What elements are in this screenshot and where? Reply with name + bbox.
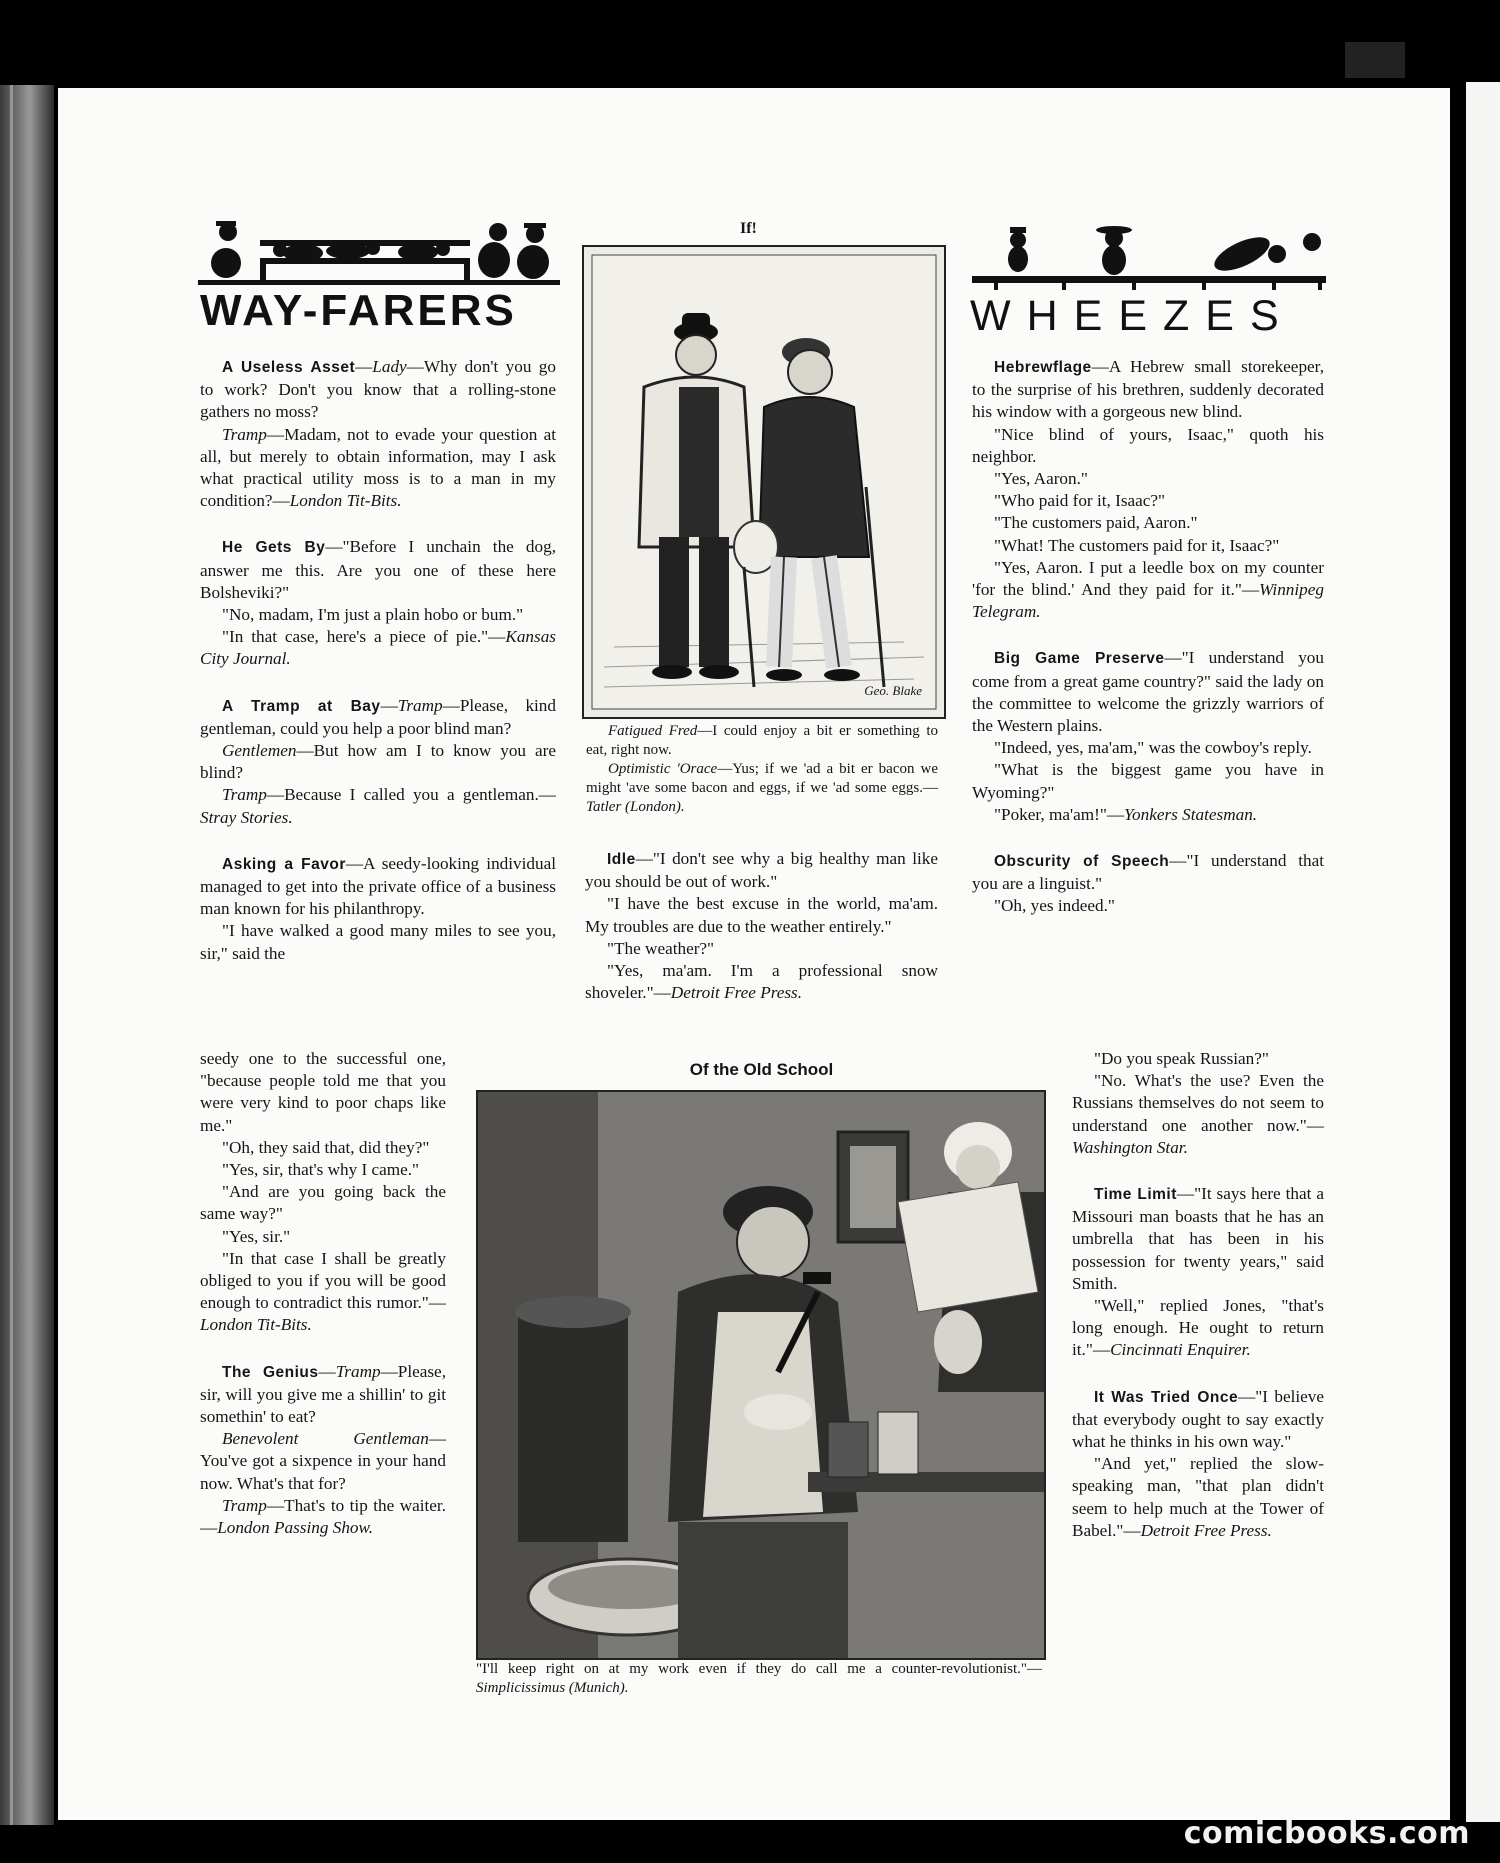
- paragraph: "Yes, sir, that's why I came.": [222, 1160, 420, 1180]
- paragraph: "I have walked a good many miles to see you, sir," said the: [200, 921, 556, 963]
- item-title: Big Game Preserve: [994, 650, 1165, 668]
- paragraph: "And are you going back the same way?": [200, 1182, 446, 1224]
- paragraph: "I have the best excuse in the world, ma'am. My troubles are due to the weather entirely.": [585, 894, 938, 936]
- old-school-heading: Of the Old School: [689, 1060, 834, 1079]
- book-spine: [0, 85, 54, 1825]
- item-title: Time Limit: [1094, 1186, 1177, 1204]
- paragraph: "What! The customers paid for it, Isaac?": [994, 535, 1280, 555]
- center-column: Idle—"I don't see why a big healthy man like you should be out of work." "I have the best excuse in the world, ma'am. My troubles are due to the weather entirely." "The weather?" "Yes, ma'am. I'm a professional snow shoveler."—Detroit Free Press.: [585, 849, 938, 1003]
- paragraph: "The weather?": [607, 938, 715, 958]
- left-column-narrow: seedy one to the successful one, "because people told me that you were very kind to poor chaps like me." "Oh, they said that, did they?" "Yes, sir, that's why I came." "And are you going back the same way?" "Yes, sir." "In that case I shall be greatly obliged to you if you will be good enough to contradict this rumor."—London Tit-Bits. The Genius—Tramp—Please, sir, will you give me a shillin' to git somethin' to eat? Benevolent Gentleman— You've got a sixpence in your hand now. What's that for? Tramp—That's to tip the waiter.—London Passing Show.: [200, 1049, 446, 1538]
- old-school-illustration: [476, 1090, 1046, 1660]
- item-title: A Tramp at Bay: [222, 697, 381, 715]
- right-column: Hebrewflage—A Hebrew small storekeeper, to the surprise of his brethren, suddenly decorated his window with a gorgeous new blind. "Nice blind of yours, Isaac," quoth his neighbor. "Yes, Aaron." "Who paid for it, Isaac?" "The customers paid, Aaron." "What! The customers paid for it, Isaac?" "Yes, Aaron. I put a leedle box on my counter 'for the blind.' And they paid for it."—Winnipeg Telegram. Big Game Preserve—"I understand you come from a great game country?" said the lady on the committee to welcome the grizzly warriors of the Western plains. "Indeed, yes, ma'am," was the cowboy's reply. "What is the biggest game you have in Wyoming?" "Poker, ma'am!"—Yonkers Statesman. Obscurity of Speech—"I understand that you are a linguist." "Oh, yes indeed.": [972, 356, 1324, 918]
- paragraph: "Yes, Aaron.": [994, 469, 1088, 489]
- old-school-caption: "I'll keep right on at my work even if they do call me a counter-revolutionist."—Simplicissimus (Munich).: [476, 1661, 1042, 1696]
- paragraph: "Yes, sir.": [222, 1226, 291, 1246]
- wayfarers-heading: WAY-FARERS: [200, 286, 517, 335]
- item-title: He Gets By: [222, 539, 326, 557]
- item-title: Hebrewflage: [994, 359, 1092, 376]
- artist-signature: Geo. Blake: [864, 683, 922, 698]
- fatigued-fred-cartoon: [582, 245, 946, 719]
- scan-edge-mark: [1345, 42, 1405, 78]
- paragraph: "Oh, they said that, did they?": [222, 1137, 430, 1157]
- if-heading: If!: [740, 220, 757, 237]
- left-column: A Useless Asset—Lady—Why don't you go to work? Don't you know that a rolling-stone gathers no moss? Tramp—Madam, not to evade your question at all, but merely to obtain information, may I ask what practical utility moss is to a man in my condition?—London Tit-Bits. He Gets By—"Before I unchain the dog, answer me this. Are you one of these here Bolsheviki?" "No, madam, I'm just a plain hobo or bum." "In that case, here's a piece of pie."—Kansas City Journal. A Tramp at Bay—Tramp—Please, kind gentleman, could you help a poor blind man? Gentlemen—But how am I to know you are blind? Tramp—Because I called you a gentleman.—Stray Stories. Asking a Favor—A seedy-looking individual managed to get into the private office of a business man known for his philanthropy. "I have walked a good many miles to see you, sir," said the: [200, 356, 556, 965]
- paragraph: "Do you speak Russian?": [1094, 1049, 1269, 1068]
- right-column-narrow: "Do you speak Russian?" "No. What's the use? Even the Russians themselves do not seem to understand one another now."—Washington Star. Time Limit—"It says here that a Missouri man boasts that he has an umbrella that has been in his possession for twenty years," said Smith. "Well," replied Jones, "that's long enough. He ought to return it."—Cincinnati Enquirer. It Was Tried Once—"I believe that everybody ought to say exactly what he thinks in his own way." "And yet," replied the slow-speaking man, "that plan didn't seem to help much at the Tower of Babel."—Detroit Free Press.: [1072, 1049, 1324, 1540]
- paragraph: seedy one to the successful one, "because people told me that you were very kind to poor chaps like me.": [200, 1049, 446, 1135]
- paragraph: "The customers paid, Aaron.": [994, 513, 1198, 533]
- item-title: The Genius: [222, 1363, 319, 1381]
- paragraph: "No, madam, I'm just a plain hobo or bum.": [222, 605, 524, 625]
- item-title: A Useless Asset: [222, 359, 356, 376]
- cartoon-drawing: [584, 247, 944, 717]
- paragraph: "Who paid for it, Isaac?": [994, 491, 1166, 511]
- facing-page-edge: [1466, 82, 1500, 1822]
- wheezes-heading: WHEEZES: [970, 292, 1295, 340]
- item-title: Obscurity of Speech: [994, 853, 1170, 871]
- paragraph: "Oh, yes indeed.": [994, 896, 1115, 916]
- item-title: Asking a Favor: [222, 855, 346, 873]
- item-title: It Was Tried Once: [1094, 1388, 1239, 1406]
- wheezes-header-illustration: [972, 224, 1326, 290]
- paragraph: "Nice blind of yours, Isaac," quoth his neighbor.: [972, 424, 1324, 466]
- site-watermark: comicbooks.com: [1183, 1816, 1470, 1851]
- paragraph: "Indeed, yes, ma'am," was the cowboy's reply.: [994, 738, 1312, 758]
- wayfarers-header-illustration: [198, 218, 560, 286]
- cobbler-drawing: [478, 1092, 1044, 1658]
- item-title: Idle: [607, 851, 636, 868]
- paragraph: "What is the biggest game you have in Wyoming?": [972, 760, 1324, 802]
- fatigued-fred-caption: Fatigued Fred—I could enjoy a bit er something to eat, right now. Optimistic 'Orace—Yus; if we 'ad a bit er bacon we might 'ave some bacon and eggs, if we 'ad some eggs.—Tatler (London).: [586, 723, 938, 815]
